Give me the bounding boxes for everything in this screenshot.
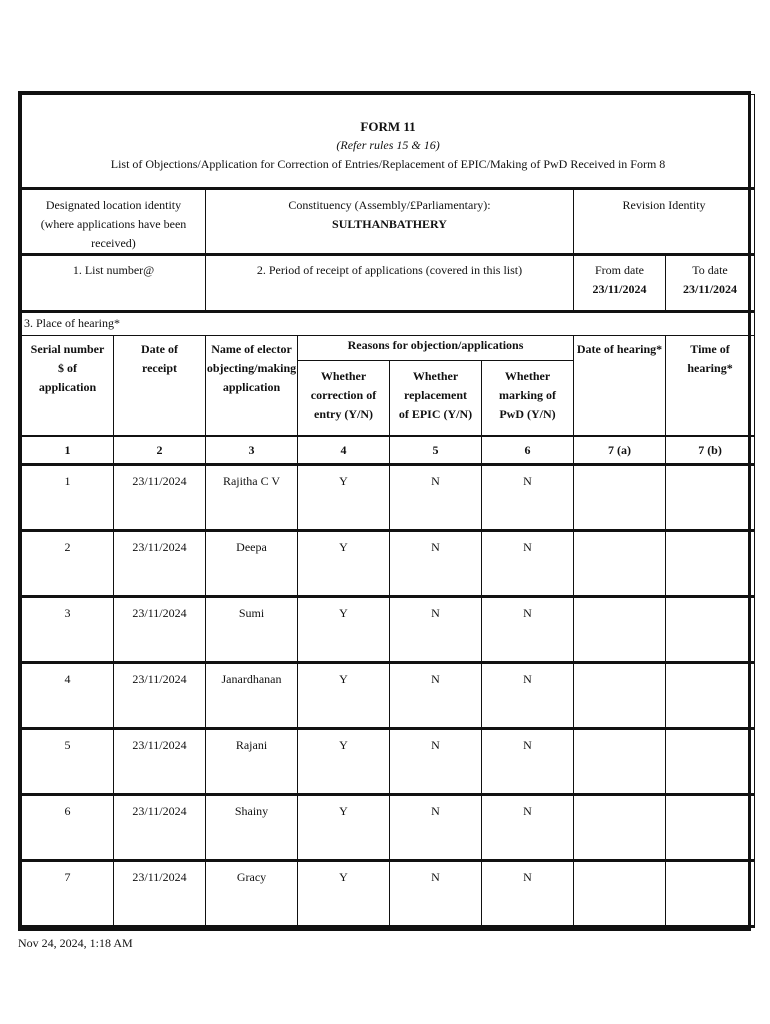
col-marking-header (482, 361, 574, 436)
form-table (21, 94, 755, 928)
cell-name: Janardhanan (206, 662, 298, 728)
column-number: 7 (a) (574, 436, 666, 465)
cell-name: Sumi (206, 596, 298, 662)
col-correction-line: entry (Y/N) (314, 407, 373, 421)
table-row (22, 860, 755, 926)
table-row (22, 794, 755, 860)
col-date-receipt-header (114, 336, 206, 436)
cell-date-hearing (574, 728, 666, 794)
cell-date-hearing (574, 662, 666, 728)
cell-replacement: N (390, 728, 482, 794)
column-number-row (22, 436, 755, 465)
col-serial-line: Serial number (30, 342, 105, 356)
constituency-cell (206, 189, 574, 255)
col-name-line: Name of elector (211, 342, 292, 356)
cell-date: 23/11/2024 (114, 464, 206, 530)
cell-name: Shainy (206, 794, 298, 860)
cell-name: Deepa (206, 530, 298, 596)
cell-marking: N (482, 530, 574, 596)
cell-serial: 1 (22, 464, 114, 530)
col-marking-line: marking of (499, 388, 556, 402)
cell-correction: Y (298, 596, 390, 662)
form-title: FORM 11 (360, 119, 416, 134)
cell-time-hearing (666, 794, 755, 860)
table-row (22, 530, 755, 596)
cell-replacement: N (390, 662, 482, 728)
cell-correction: Y (298, 662, 390, 728)
col-time-hearing-line: Time of (690, 342, 730, 356)
col-replacement-line: Whether (412, 369, 459, 383)
table-row (22, 728, 755, 794)
cell-replacement: N (390, 860, 482, 926)
print-timestamp: Nov 24, 2024, 1:18 AM (18, 936, 133, 950)
col-name-line: application (222, 380, 281, 394)
cell-date: 23/11/2024 (114, 728, 206, 794)
cell-serial: 2 (22, 530, 114, 596)
cell-time-hearing (666, 662, 755, 728)
to-date-label: To date (692, 263, 728, 277)
col-name-line: objecting/making (206, 361, 297, 375)
cell-serial: 3 (22, 596, 114, 662)
col-date-hearing-header: Date of hearing* (574, 336, 666, 436)
constituency-label: Constituency (Assembly/£Parliamentary): (288, 198, 491, 212)
place-of-hearing: 3. Place of hearing* (22, 312, 755, 336)
cell-name: Gracy (206, 860, 298, 926)
constituency-value: SULTHANBATHERY (332, 217, 447, 231)
col-serial-line: application (38, 380, 97, 394)
col-date-receipt-line: receipt (141, 361, 178, 375)
cell-time-hearing (666, 596, 755, 662)
cell-marking: N (482, 662, 574, 728)
form-11 (18, 91, 751, 931)
col-replacement-line: replacement (403, 388, 468, 402)
col-name-header (206, 336, 298, 436)
cell-date-hearing (574, 596, 666, 662)
cell-replacement: N (390, 794, 482, 860)
cell-name: Rajani (206, 728, 298, 794)
cell-correction: Y (298, 728, 390, 794)
col-date-receipt-line: Date of (141, 342, 178, 356)
designated-location-label: Designated location identity (45, 198, 182, 212)
cell-replacement: N (390, 596, 482, 662)
table-row (22, 596, 755, 662)
cell-date: 23/11/2024 (114, 596, 206, 662)
from-date-label: From date (595, 263, 644, 277)
cell-correction: Y (298, 530, 390, 596)
cell-marking: N (482, 596, 574, 662)
col-marking-line: Whether (504, 369, 551, 383)
period-label: 2. Period of receipt of applications (covered in this list) (256, 263, 523, 277)
cell-date-hearing (574, 530, 666, 596)
form-header (22, 95, 755, 189)
col-serial-line: $ of (58, 361, 77, 375)
col-reasons-header: Reasons for objection/applications (298, 336, 574, 361)
cell-serial: 5 (22, 728, 114, 794)
cell-correction: Y (298, 794, 390, 860)
column-number: 4 (298, 436, 390, 465)
cell-date-hearing (574, 794, 666, 860)
col-replacement-line: of EPIC (Y/N) (398, 407, 473, 421)
col-correction-line: Whether (320, 369, 367, 383)
cell-marking: N (482, 794, 574, 860)
col-marking-line: PwD (Y/N) (499, 407, 556, 421)
cell-replacement: N (390, 464, 482, 530)
table-row (22, 662, 755, 728)
cell-serial: 4 (22, 662, 114, 728)
cell-time-hearing (666, 464, 755, 530)
designated-location-cell (22, 189, 206, 255)
cell-date: 23/11/2024 (114, 662, 206, 728)
cell-serial: 6 (22, 794, 114, 860)
cell-date: 23/11/2024 (114, 530, 206, 596)
cell-correction: Y (298, 860, 390, 926)
form-rules: (Refer rules 15 & 16) (336, 138, 440, 152)
list-number-label: 1. List number@ (72, 263, 155, 277)
cell-marking: N (482, 464, 574, 530)
col-time-hearing-line: hearing* (687, 361, 733, 375)
cell-date-hearing (574, 860, 666, 926)
column-number: 3 (206, 436, 298, 465)
col-time-hearing-header (666, 336, 755, 436)
form-subtitle: List of Objections/Application for Correction of Entries/Replacement of EPIC/Making of PwD Received in Form 8 (110, 157, 666, 171)
column-number: 1 (22, 436, 114, 465)
cell-replacement: N (390, 530, 482, 596)
column-number: 2 (114, 436, 206, 465)
revision-identity-label: Revision Identity (622, 198, 706, 212)
list-number-cell (22, 255, 206, 312)
cell-serial: 7 (22, 860, 114, 926)
cell-date: 23/11/2024 (114, 860, 206, 926)
from-date-value: 23/11/2024 (592, 282, 647, 296)
column-number: 5 (390, 436, 482, 465)
cell-time-hearing (666, 530, 755, 596)
cell-marking: N (482, 860, 574, 926)
from-date-cell (574, 255, 666, 312)
col-serial-header (22, 336, 114, 436)
cell-marking: N (482, 728, 574, 794)
cell-name: Rajitha C V (206, 464, 298, 530)
column-number: 6 (482, 436, 574, 465)
cell-time-hearing (666, 860, 755, 926)
revision-identity-cell (574, 189, 755, 255)
col-correction-header (298, 361, 390, 436)
period-cell (206, 255, 574, 312)
col-replacement-header (390, 361, 482, 436)
cell-correction: Y (298, 464, 390, 530)
to-date-value: 23/11/2024 (683, 282, 738, 296)
cell-time-hearing (666, 728, 755, 794)
col-correction-line: correction of (310, 388, 377, 402)
cell-date: 23/11/2024 (114, 794, 206, 860)
to-date-cell (666, 255, 755, 312)
column-number: 7 (b) (666, 436, 755, 465)
designated-location-note: (where applications have been received) (40, 217, 187, 250)
table-row (22, 464, 755, 530)
cell-date-hearing (574, 464, 666, 530)
